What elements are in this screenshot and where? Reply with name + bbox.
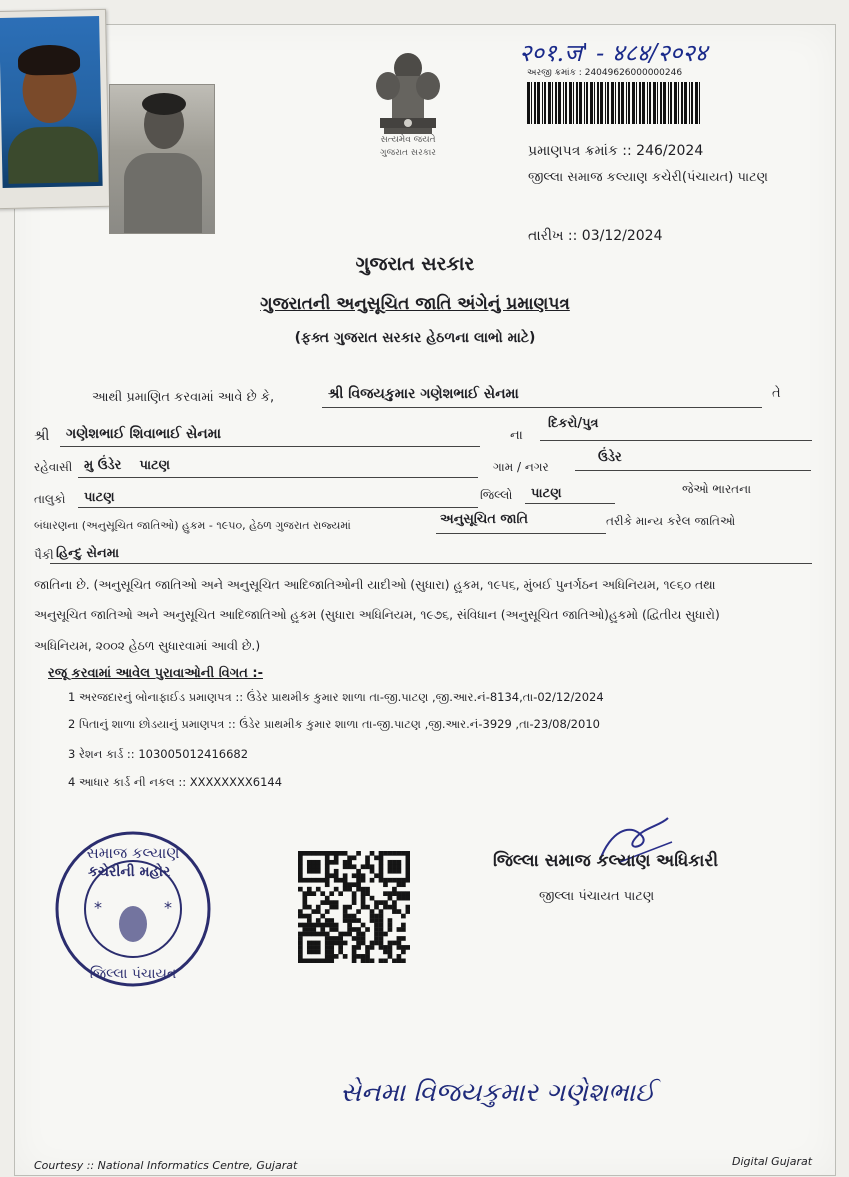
applicant-name: શ્રી વિજયકુમાર ગણેશભાઈ સેનમા xyxy=(328,386,519,402)
footer-digital-gujarat: Digital Gujarat xyxy=(732,1155,813,1168)
taluka-value: પાટણ xyxy=(84,490,115,505)
certificate-subtitle: (ફક્ત ગુજરાત સરકાર હેઠળના લાભો માટે) xyxy=(294,330,536,346)
shri-label: શ્રી xyxy=(34,428,50,444)
recognized-text: તરીકે માન્ય કરેલ જાતિઓ xyxy=(606,514,736,528)
seal-center-text: કચેરીની મહોર xyxy=(88,864,171,880)
svg-text:*: * xyxy=(164,898,172,917)
certificate-title: ગુજરાતની અનુસૂચિત જાતિ અંગેનું પ્રમાણપત્ર xyxy=(260,294,570,314)
stapled-photo xyxy=(0,9,110,209)
evidence-item: 4 આધાર કાર્ડ ની નકલ :: XXXXXXXX6144 xyxy=(68,775,283,789)
footer-courtesy: Courtesy :: National Informatics Centre, Gujarat xyxy=(34,1159,298,1172)
government-title: ગુજરાત સરકાર xyxy=(355,253,475,275)
svg-text:*: * xyxy=(94,898,102,917)
officer-designation: જિલ્લા સમાજ કલ્યાણ અધિકારી xyxy=(493,851,719,871)
te-text: તે xyxy=(772,386,781,401)
legal-paragraph-line-1: જાતિના છે. (અનુસૂચિત જાતિઓ અને અનુસૂચિત આદિજાતિઓની યાદીઓ (સુધારા) હુકમ, ૧૯૫૬, મુંબઈ પુનર્ગઠન અધિનિયમ, ૧૯૬૦ તથા xyxy=(34,578,716,592)
panchayat-name: જીલ્લા પંચાયત પાટણ xyxy=(539,889,655,904)
legal-paragraph-line-2: અનુસૂચિત જાતિઓ અને અનુસૂચિત આદિજાતિઓ હુકમ (સુધારા અધિનિયમ, ૧૯૭૬, સંવિધાન (અનુસૂચિત જાતિઓ)હુકમો (દ્વિતીય સુધારો) xyxy=(34,608,720,622)
legal-paragraph-line-3: અધિનિયમ, ૨૦૦૨ હેઠળ સુધારવામાં આવી છે.) xyxy=(34,639,261,653)
caste-value: હિન્દુ સેનમા xyxy=(56,546,120,561)
father-name: ગણેશભાઈ શિવાભાઈ સેનમા xyxy=(66,426,222,442)
emblem-caption-1: સત્યમેવ જયતે xyxy=(380,135,436,145)
national-emblem-icon xyxy=(362,46,454,164)
na-label: ના xyxy=(510,428,523,443)
taluka-label: તાલુકો xyxy=(34,492,66,506)
applicant-signature: સેનમા વિજયકુમાર ગણેશભાઈ xyxy=(340,1078,656,1108)
qr-code xyxy=(298,851,410,963)
indian-text: જેઓ ભારતના xyxy=(682,482,752,496)
office-seal-icon xyxy=(52,828,214,990)
svg-text:સમાજ કલ્યાણ: સમાજ કલ્યાણ xyxy=(86,844,180,862)
village-value: ઉંડેર xyxy=(598,450,622,465)
applicant-photo xyxy=(109,84,215,234)
village-label: ગામ / નગર xyxy=(493,460,549,474)
issue-date: તારીખ :: 03/12/2024 xyxy=(528,228,663,244)
certificate-number: પ્રમાણપત્ર ક્રમાંક :: 246/2024 xyxy=(528,143,704,159)
svg-text:જિલ્લા પંચાયત: જિલ્લા પંચાયત xyxy=(89,966,177,982)
handwritten-reference: २०१.ज' - ४८४/२०२४ xyxy=(519,39,708,67)
caste-category: અનુસૂચિત જાતિ xyxy=(440,512,529,527)
application-number: અરજી ક્રમાંક : 24049626000000246 xyxy=(527,68,683,78)
resident-value: મુ ઉંડેર પાટણ xyxy=(84,458,171,473)
district-label: જિલ્લો xyxy=(480,488,513,502)
issuing-office: જીલ્લા સમાજ કલ્યાણ કચેરી(પંચાયત) પાટણ xyxy=(528,170,768,185)
district-value: પાટણ xyxy=(531,486,562,501)
relation-value: દિકરો/પુત્ર xyxy=(548,416,599,431)
emblem-caption-2: ગુજરાત સરકાર xyxy=(380,148,436,158)
evidence-item: 1 અરજદારનું બોનાફાઈડ પ્રમાણપત્ર :: ઉંડેર પ્રાથમીક કુમાર શાળા તા-જી.પાટણ ,જી.આર.નં-8134,તા-02/12/2024 xyxy=(68,690,604,704)
intro-text: આથી પ્રમાણિત કરવામાં આવે છે કે, xyxy=(92,390,275,405)
evidence-heading: રજૂ કરવામાં આવેલ પુરાવાઓની વિગત :- xyxy=(48,666,263,681)
evidence-item: 3 રેશન કાર્ડ :: 103005012416682 xyxy=(68,747,249,761)
evidence-item: 2 પિતાનું શાળા છોડયાનું પ્રમાણપત્ર :: ઉંડેર પ્રાથમીક કુમાર શાળા તા-જી.પાટણ ,જી.આર.નં-3929 ,તા-23/08/2010 xyxy=(68,717,600,731)
peta-label: પૈકી xyxy=(34,548,54,562)
resident-label: રહેવાસી xyxy=(34,460,73,474)
constitution-text: બંધારણના (અનુસૂચિત જાતિઓ) હુકમ - ૧૯૫૦, હેઠળ ગુજરાત રાજ્યમાં xyxy=(34,519,351,532)
barcode xyxy=(527,82,703,124)
